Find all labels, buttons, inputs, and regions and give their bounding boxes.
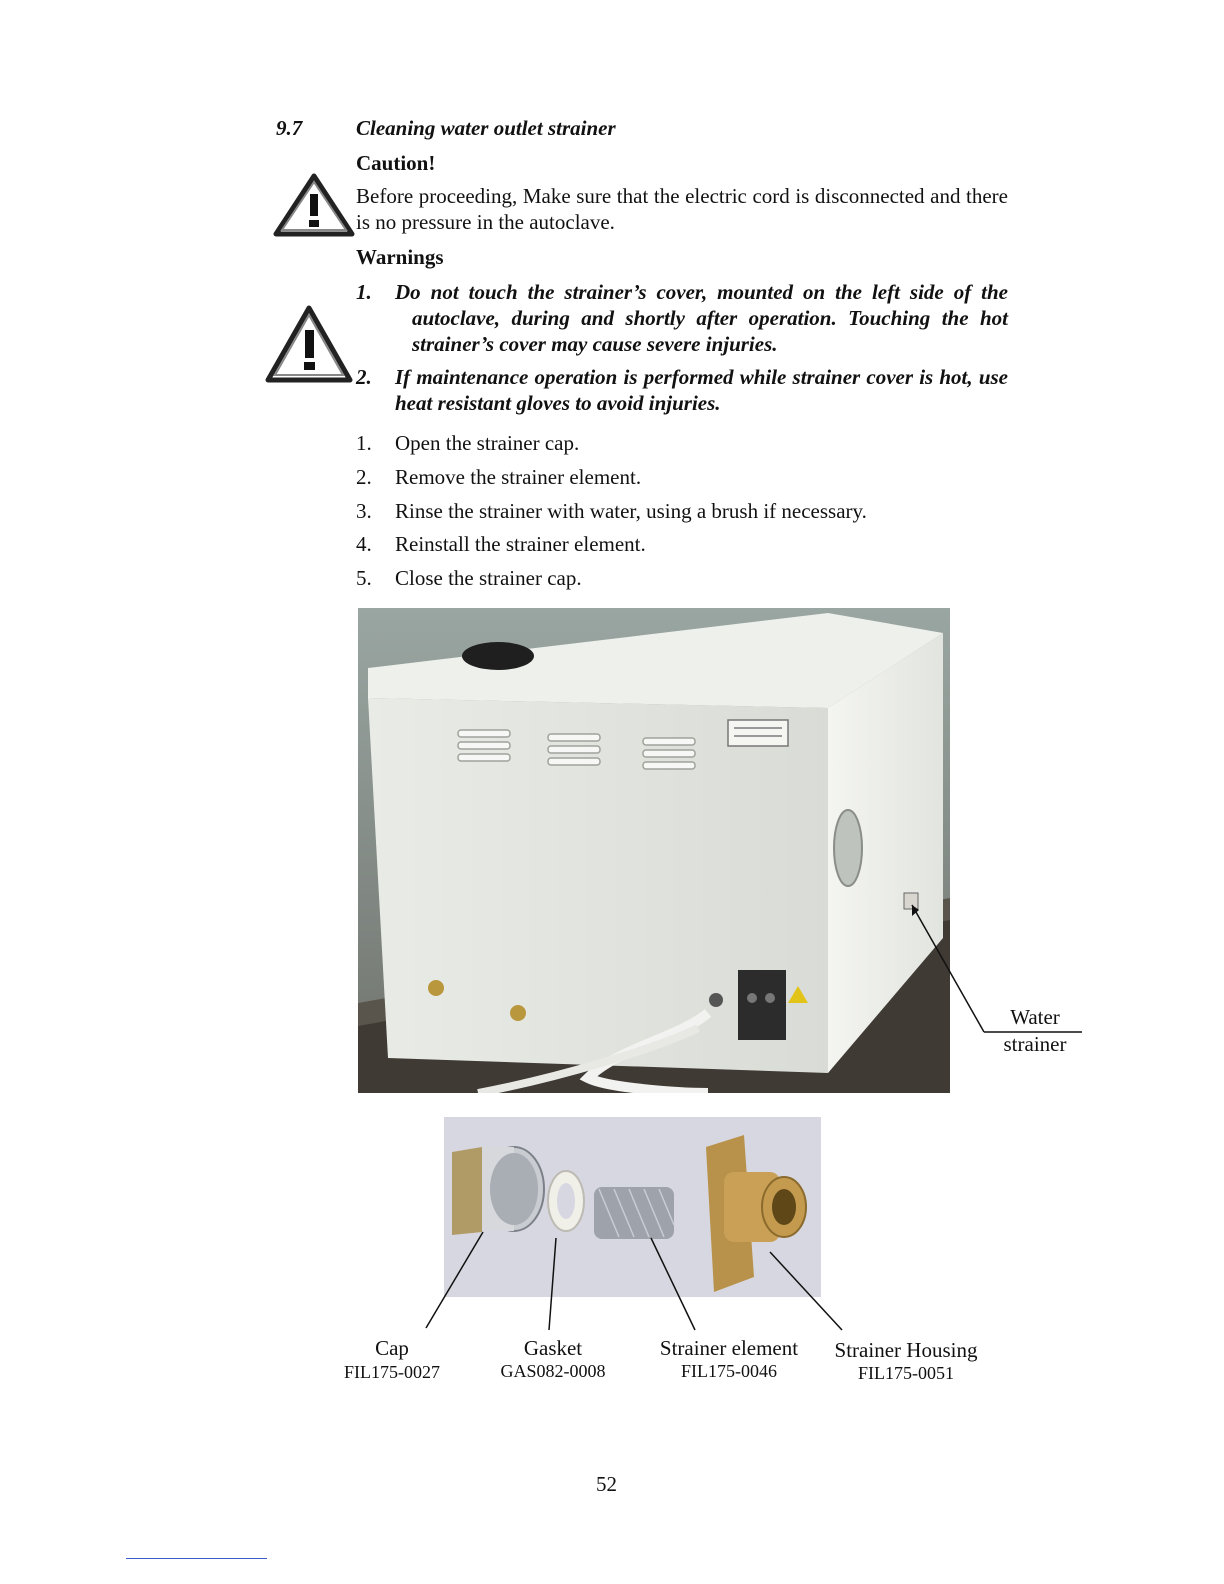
step-number: 1. (356, 431, 372, 455)
warnings-heading: Warnings (356, 245, 444, 269)
step-text: Close the strainer cap. (395, 566, 582, 590)
step-text: Remove the strainer element. (395, 465, 642, 489)
page-number: 52 (596, 1472, 617, 1496)
step-number: 5. (356, 566, 372, 590)
step-text: Open the strainer cap. (395, 431, 580, 455)
warning-item-2 (356, 364, 1008, 416)
water-strainer-label-line1: Water (1010, 1005, 1060, 1029)
step-text: Reinstall the strainer element. (395, 532, 646, 556)
warning-item-text: If maintenance operation is performed while strainer cover is hot, use heat resistant gloves to avoid injuries. (395, 365, 1008, 415)
warning-item-number: 1. (356, 280, 372, 304)
autoclave-rear-photo (358, 608, 950, 1093)
water-strainer-label-line2: strainer (1003, 1032, 1067, 1056)
step-text: Rinse the strainer with water, using a brush if necessary. (395, 499, 867, 523)
warning-triangle-icon (264, 304, 354, 384)
section-title: Cleaning water outlet strainer (356, 116, 616, 140)
part-code-strainer-housing: FIL175-0051 (858, 1363, 954, 1383)
footnote-rule (126, 1558, 267, 1559)
step-item-2 (356, 465, 641, 490)
part-name-cap: Cap (375, 1336, 409, 1360)
part-code-cap: FIL175-0027 (344, 1362, 440, 1382)
warning-item-text: Do not touch the strainer’s cover, mounted on the left side of the autoclave, during and shortly after operation. Touching the hot strainer’s cover may cause severe injuries. (395, 280, 1008, 356)
caution-heading: Caution! (356, 151, 436, 175)
warning-triangle-icon (272, 172, 356, 238)
step-number: 3. (356, 499, 372, 523)
strainer-parts-photo (444, 1117, 821, 1297)
step-item-5 (356, 566, 582, 591)
part-name-strainer-housing: Strainer Housing (834, 1338, 978, 1362)
caution-text: Before proceeding, Make sure that the electric cord is disconnected and there is no pressure in the autoclave. (356, 184, 1008, 234)
step-number: 4. (356, 532, 372, 556)
part-code-strainer-element: FIL175-0046 (681, 1361, 777, 1381)
step-item-4 (356, 532, 646, 557)
part-name-strainer-element: Strainer element (659, 1336, 799, 1360)
part-name-gasket: Gasket (523, 1336, 583, 1360)
step-item-3 (356, 499, 867, 524)
part-code-gasket: GAS082-0008 (500, 1361, 606, 1381)
step-item-1 (356, 431, 579, 456)
warning-item-1 (356, 279, 1008, 357)
section-number: 9.7 (276, 116, 303, 140)
step-number: 2. (356, 465, 372, 489)
warning-item-number: 2. (356, 365, 372, 389)
